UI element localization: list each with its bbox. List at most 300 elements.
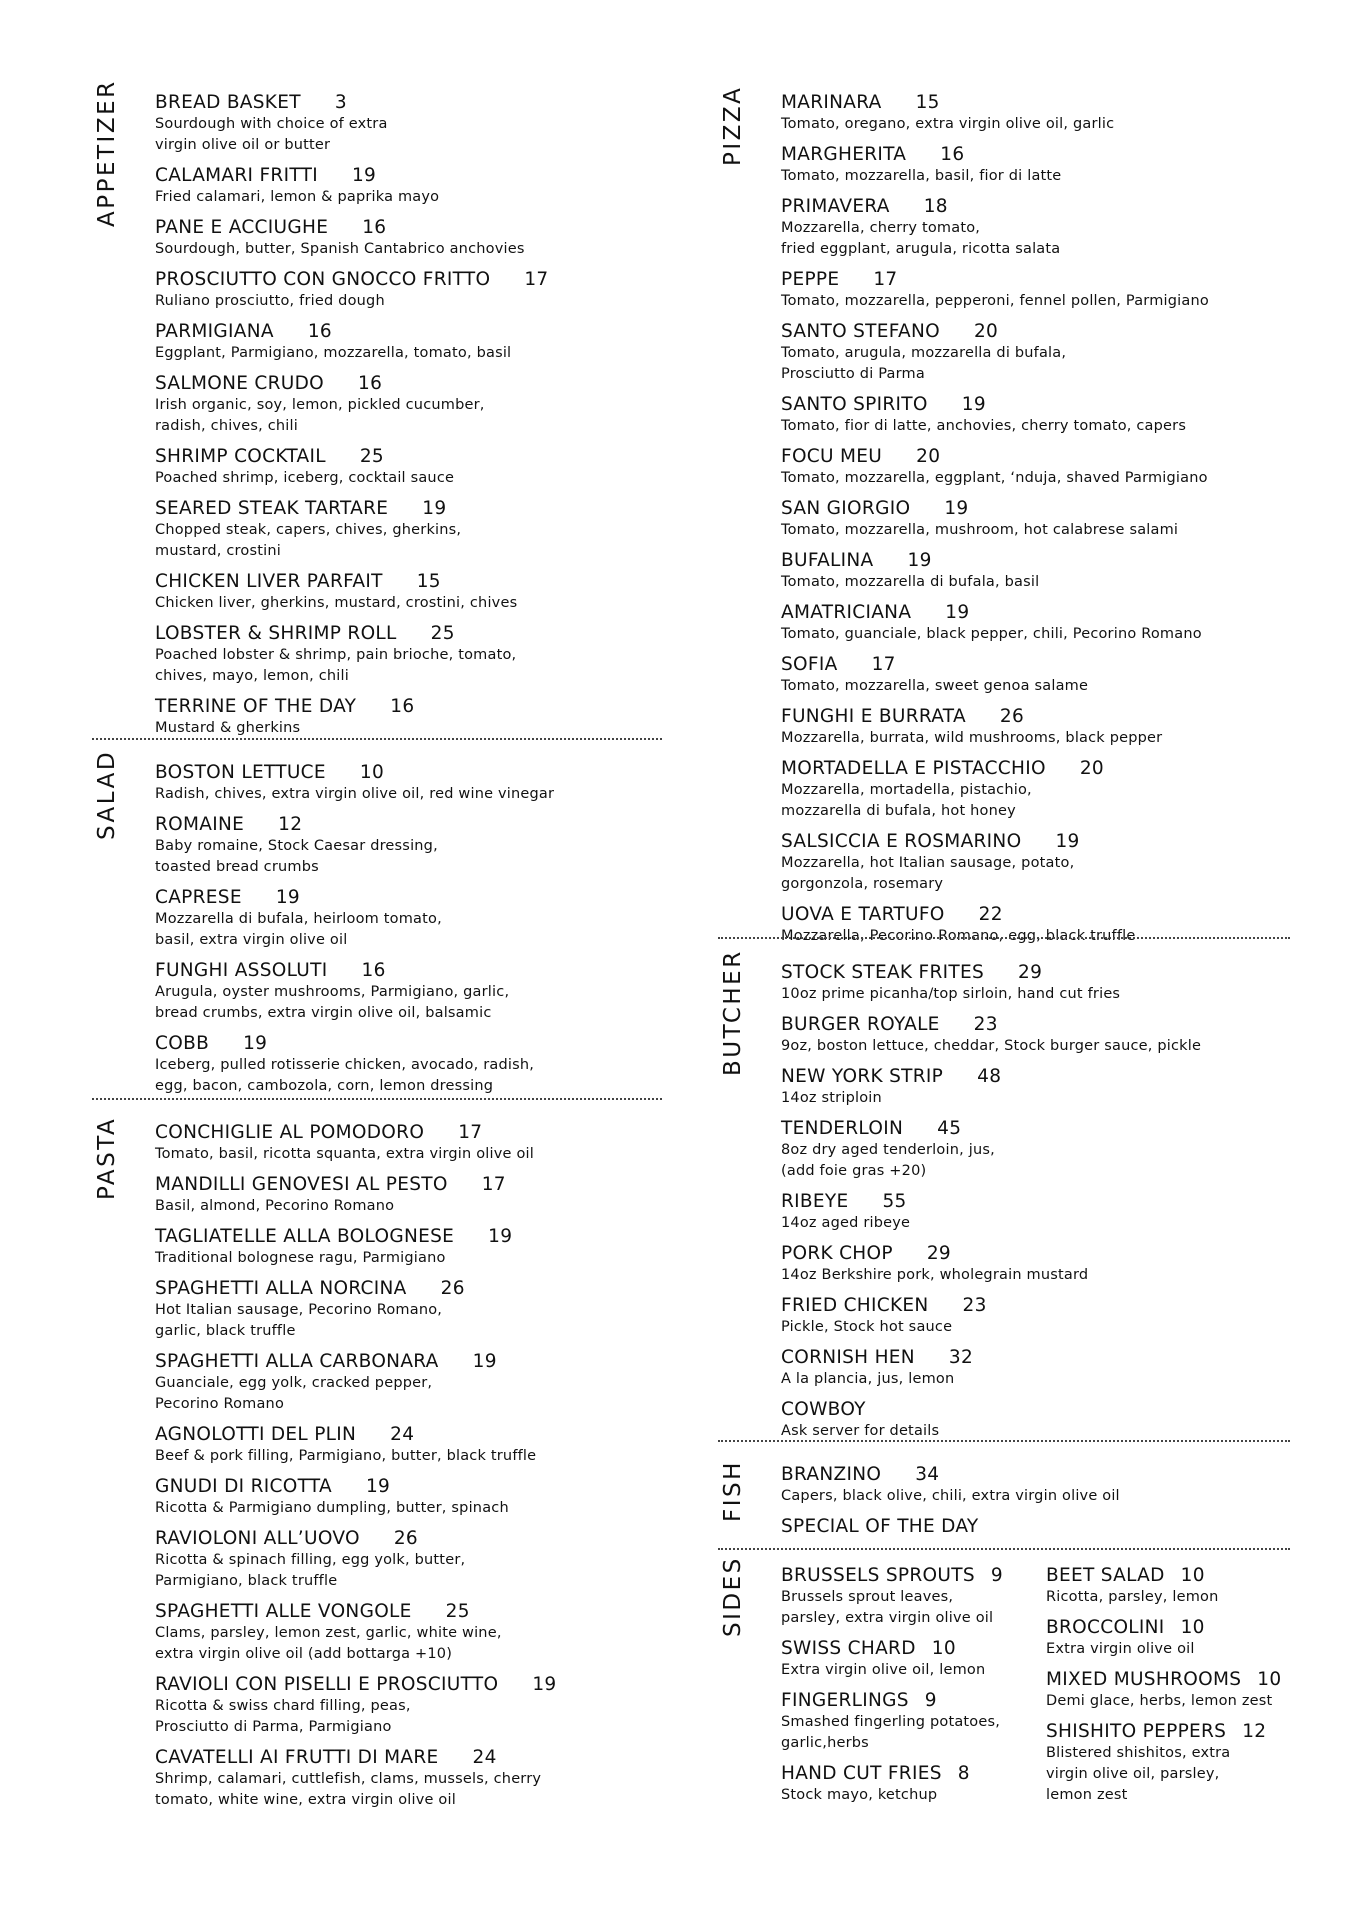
menu-item-price: 16 (940, 144, 965, 165)
menu-item-price: 20 (973, 321, 999, 342)
section-label-pasta: PASTA (94, 1116, 120, 1200)
menu-item (781, 321, 1209, 385)
menu-item-description: Tomato, mozzarella di bufala, basil (781, 574, 1040, 590)
menu-item-name: SOFIA (781, 654, 838, 675)
menu-item-price: 24 (472, 1747, 497, 1768)
menu-item-description: Radish, chives, extra virgin olive oil, red wine vinegar (155, 786, 555, 802)
menu-item-price: 16 (358, 373, 383, 394)
menu-item-name: SAN GIORGIO (781, 498, 911, 519)
menu-item-price: 19 (243, 1033, 268, 1054)
menu-item-price: 55 (882, 1191, 907, 1212)
menu-item (155, 498, 549, 562)
menu-item-header (155, 1674, 556, 1696)
menu-item (781, 758, 1209, 822)
menu-item-name: MARGHERITA (781, 144, 907, 165)
menu-item-price: 19 (532, 1674, 557, 1695)
menu-item-description: Tomato, mozzarella, sweet genoa salame (781, 678, 1089, 694)
menu-item-header (781, 1516, 1120, 1538)
menu-item-description: Ricotta & spinach filling, egg yolk, butter, Parmigiano, black truffle (155, 1552, 466, 1589)
menu-item-name: COBB (155, 1033, 210, 1054)
menu-item (155, 696, 549, 739)
section-divider (718, 1548, 1290, 1550)
menu-item-description: Poached shrimp, iceberg, cocktail sauce (155, 470, 455, 486)
menu-item-price: 32 (948, 1347, 974, 1368)
menu-item-price: 26 (440, 1278, 465, 1299)
menu-item (781, 269, 1209, 312)
menu-item (781, 706, 1209, 749)
menu-item-name: CAVATELLI AI FRUTTI DI MARE (155, 1747, 439, 1768)
menu-item (781, 550, 1209, 593)
menu-item-description: 14oz striploin (781, 1090, 882, 1106)
menu-item (155, 165, 549, 208)
menu-item (781, 1243, 1201, 1286)
menu-item-name: PANE E ACCIUGHE (155, 217, 329, 238)
menu-item-price: 19 (1055, 831, 1080, 852)
salad-items (155, 762, 554, 1106)
menu-item-description: Tomato, mozzarella, mushroom, hot calabrese salami (781, 522, 1179, 538)
menu-item-name: MIXED MUSHROOMS (1046, 1669, 1242, 1690)
menu-item-price: 25 (430, 623, 455, 644)
menu-item-name: PEPPE (781, 269, 840, 290)
menu-item (155, 1674, 556, 1738)
menu-item-description: Baby romaine, Stock Caesar dressing, toasted bread crumbs (155, 838, 438, 875)
menu-item-header (781, 196, 1209, 218)
menu-item-price: 19 (275, 887, 300, 908)
menu-item-price: 24 (390, 1424, 415, 1445)
menu-item-header (781, 706, 1209, 728)
menu-item (155, 1033, 554, 1097)
menu-item-header (781, 446, 1209, 468)
menu-item-name: SHRIMP COCKTAIL (155, 446, 326, 467)
section-label-butcher: BUTCHER (720, 949, 746, 1076)
menu-item-name: RAVIOLONI ALL’UOVO (155, 1528, 360, 1549)
menu-item-header (155, 1122, 556, 1144)
menu-item-header (155, 498, 549, 520)
menu-item-name: CAPRESE (155, 887, 242, 908)
menu-item-price: 12 (1242, 1721, 1267, 1742)
menu-item (781, 1066, 1201, 1109)
menu-item (781, 1690, 1031, 1754)
sides-column-right (1046, 1565, 1296, 1815)
menu-item (155, 217, 549, 260)
menu-item-price: 16 (390, 696, 415, 717)
menu-item (155, 762, 554, 805)
menu-item-price: 10 (1257, 1669, 1282, 1690)
menu-item-price: 25 (359, 446, 384, 467)
menu-item-name: SANTO STEFANO (781, 321, 940, 342)
menu-item-description: Smashed fingerling potatoes, garlic,herbs (781, 1714, 1001, 1751)
menu-item-description: Eggplant, Parmigiano, mozzarella, tomato, basil (155, 345, 512, 361)
menu-item-name: CHICKEN LIVER PARFAIT (155, 571, 383, 592)
menu-item-description: 14oz Berkshire pork, wholegrain mustard (781, 1267, 1089, 1283)
menu-item-name: FRIED CHICKEN (781, 1295, 929, 1316)
menu-item-price: 20 (916, 446, 941, 467)
menu-item (781, 1295, 1201, 1338)
menu-item-price: 12 (278, 814, 303, 835)
menu-item-name: BUFALINA (781, 550, 874, 571)
menu-item-name: TAGLIATELLE ALLA BOLOGNESE (155, 1226, 455, 1247)
menu-item-header (781, 1118, 1201, 1140)
menu-item-header (155, 373, 549, 395)
menu-item-price: 17 (873, 269, 898, 290)
menu-item-description: Stock mayo, ketchup (781, 1787, 938, 1803)
menu-item-description: Mozzarella, mortadella, pistachio, mozzarella di bufala, hot honey (781, 782, 1032, 819)
menu-item-price: 16 (307, 321, 332, 342)
menu-item (781, 1118, 1201, 1182)
menu-item-description: 10oz prime picanha/top sirloin, hand cut fries (781, 986, 1121, 1002)
menu-item (1046, 1721, 1296, 1806)
menu-item-header (781, 831, 1209, 853)
menu-item-name: PARMIGIANA (155, 321, 274, 342)
menu-item-header (155, 1747, 556, 1769)
menu-item-name: COWBOY (781, 1399, 866, 1420)
appetizer-items (155, 92, 549, 748)
menu-item-price: 8 (957, 1763, 970, 1784)
menu-item-description: Mozzarella, Pecorino Romano, egg, black truffle (781, 928, 1136, 944)
menu-item-description: Ricotta & swiss chard filling, peas, Prosciutto di Parma, Parmigiano (155, 1698, 411, 1735)
menu-item-header (155, 1601, 556, 1623)
menu-item-price: 19 (907, 550, 932, 571)
menu-item-description: Sourdough, butter, Spanish Cantabrico anchovies (155, 241, 525, 257)
menu-item-name: NEW YORK STRIP (781, 1066, 944, 1087)
menu-item-header (781, 602, 1209, 624)
menu-item-header (781, 904, 1209, 926)
menu-item-name: BRANZINO (781, 1464, 882, 1485)
menu-item-description: Mozzarella, hot Italian sausage, potato, gorgonzola, rosemary (781, 855, 1075, 892)
fish-items (781, 1464, 1120, 1547)
menu-item-header (781, 1347, 1201, 1369)
menu-item-description: Mozzarella, burrata, wild mushrooms, black pepper (781, 730, 1163, 746)
menu-item-description: Blistered shishitos, extra virgin olive oil, parsley, lemon zest (1046, 1745, 1231, 1803)
section-divider (718, 1440, 1290, 1442)
menu-item (781, 196, 1209, 260)
menu-item-header (155, 1351, 556, 1373)
menu-item-name: BROCCOLINI (1046, 1617, 1165, 1638)
menu-item-header (155, 1424, 556, 1446)
menu-item-header (155, 1278, 556, 1300)
menu-item-name: PORK CHOP (781, 1243, 893, 1264)
menu-item (781, 1464, 1120, 1507)
menu-item-description: Extra virgin olive oil (1046, 1641, 1195, 1657)
menu-item-description: Brussels sprout leaves, parsley, extra virgin olive oil (781, 1589, 994, 1626)
menu-item (155, 814, 554, 878)
menu-item-header (781, 654, 1209, 676)
menu-item-header (781, 92, 1209, 114)
menu-item-price: 19 (472, 1351, 497, 1372)
menu-item-description: Ricotta & Parmigiano dumpling, butter, spinach (155, 1500, 509, 1516)
menu-item (155, 1747, 556, 1811)
menu-item-name: BOSTON LETTUCE (155, 762, 326, 783)
menu-item-header (155, 814, 554, 836)
section-divider (718, 937, 1290, 939)
menu-item (781, 394, 1209, 437)
menu-item (155, 1351, 556, 1415)
menu-item-header (155, 887, 554, 909)
menu-item-header (155, 1476, 556, 1498)
menu-item-header (155, 762, 554, 784)
menu-item (155, 1528, 556, 1592)
section-label-fish: FISH (720, 1460, 746, 1522)
menu-item-description: Tomato, arugula, mozzarella di bufala, Prosciutto di Parma (781, 345, 1067, 382)
menu-item-price: 18 (923, 196, 948, 217)
menu-item-price: 26 (999, 706, 1025, 727)
menu-item-description: Basil, almond, Pecorino Romano (155, 1198, 395, 1214)
menu-item-price: 29 (1018, 962, 1043, 983)
menu-item-header (781, 498, 1209, 520)
menu-item-description: Capers, black olive, chili, extra virgin olive oil (781, 1488, 1120, 1504)
menu-item-header (781, 1295, 1201, 1317)
menu-item-header (781, 269, 1209, 291)
menu-item-description: Poached lobster & shrimp, pain brioche, tomato, chives, mayo, lemon, chili (155, 647, 517, 684)
menu-item (781, 1014, 1201, 1057)
menu-item-header (781, 1763, 1031, 1785)
menu-item-header (155, 1174, 556, 1196)
menu-item (155, 1122, 556, 1165)
menu-item-header (155, 217, 549, 239)
menu-item-description: Pickle, Stock hot sauce (781, 1319, 953, 1335)
menu-item-name: ROMAINE (155, 814, 245, 835)
menu-item-name: SANTO SPIRITO (781, 394, 928, 415)
menu-item-description: Tomato, mozzarella, basil, fior di latte (781, 168, 1062, 184)
menu-item-price: 45 (937, 1118, 962, 1139)
menu-item-description: Irish organic, soy, lemon, pickled cucumber, radish, chives, chili (155, 397, 485, 434)
menu-item (155, 887, 554, 951)
menu-item (155, 373, 549, 437)
menu-item-price: 19 (961, 394, 986, 415)
menu-item-header (155, 321, 549, 343)
menu-item (1046, 1565, 1296, 1608)
menu-item-description: Ruliano prosciutto, fried dough (155, 293, 385, 309)
menu-item-description: Traditional bolognese ragu, Parmigiano (155, 1250, 446, 1266)
menu-item (781, 904, 1209, 947)
menu-item-price: 10 (359, 762, 385, 783)
menu-item-header (155, 269, 549, 291)
menu-item-header (781, 1243, 1201, 1265)
menu-item-price: 20 (1079, 758, 1104, 779)
menu-item (1046, 1617, 1296, 1660)
menu-item-price: 26 (393, 1528, 418, 1549)
menu-item-name: STOCK STEAK FRITES (781, 962, 985, 983)
menu-item (155, 321, 549, 364)
menu-item-name: LOBSTER & SHRIMP ROLL (155, 623, 397, 644)
menu-item-name: MORTADELLA E PISTACCHIO (781, 758, 1046, 779)
menu-item-header (781, 1690, 1031, 1712)
menu-item-price: 16 (361, 960, 386, 981)
menu-item (781, 1763, 1031, 1806)
menu-item (781, 446, 1209, 489)
menu-item-header (155, 1528, 556, 1550)
menu-item-description: 9oz, boston lettuce, cheddar, Stock burger sauce, pickle (781, 1038, 1202, 1054)
menu-item-price: 23 (973, 1014, 998, 1035)
pizza-items (781, 92, 1209, 956)
menu-item-name: BURGER ROYALE (781, 1014, 940, 1035)
menu-item-description: Tomato, mozzarella, pepperoni, fennel pollen, Parmigiano (781, 293, 1209, 309)
menu-item (155, 1226, 556, 1269)
menu-item-description: Mozzarella, cherry tomato, fried eggplant, arugula, ricotta salata (781, 220, 1061, 257)
butcher-items (781, 962, 1201, 1451)
menu-item (155, 571, 549, 614)
menu-item-header (1046, 1565, 1296, 1587)
menu-item (781, 1347, 1201, 1390)
menu-item-name: FOCU MEU (781, 446, 883, 467)
pasta-items (155, 1122, 556, 1820)
menu-item-name: SPAGHETTI ALLA NORCINA (155, 1278, 407, 1299)
menu-item-description: Clams, parsley, lemon zest, garlic, white wine, extra virgin olive oil (add bottarga +10) (155, 1625, 502, 1662)
menu-item-price: 23 (962, 1295, 987, 1316)
menu-item-header (781, 758, 1209, 780)
menu-item-description: Shrimp, calamari, cuttlefish, clams, mussels, cherry tomato, white wine, extra virgin olive oil (155, 1771, 542, 1808)
menu-item-description: 8oz dry aged tenderloin, jus, (add foie gras +20) (781, 1142, 995, 1179)
menu-item-description: Mustard & gherkins (155, 720, 301, 736)
menu-item-header (781, 1565, 1031, 1587)
menu-item (781, 92, 1209, 135)
menu-item-name: UOVA E TARTUFO (781, 904, 945, 925)
menu-item-description: Guanciale, egg yolk, cracked pepper, Pecorino Romano (155, 1375, 433, 1412)
section-divider (92, 738, 662, 740)
menu-item-price: 10 (1180, 1617, 1205, 1638)
menu-item-description: A la plancia, jus, lemon (781, 1371, 955, 1387)
menu-item-header (1046, 1669, 1296, 1691)
menu-item (781, 1399, 1201, 1442)
menu-item-name: FUNGHI E BURRATA (781, 706, 966, 727)
menu-item-price: 15 (416, 571, 441, 592)
menu-item-description: Arugula, oyster mushrooms, Parmigiano, garlic, bread crumbs, extra virgin olive oil, balsamic (155, 984, 510, 1021)
menu-item (155, 92, 549, 156)
menu-item-header (781, 394, 1209, 416)
menu-item-price: 17 (871, 654, 896, 675)
menu-item (781, 602, 1209, 645)
menu-item-price: 19 (365, 1476, 391, 1497)
menu-item (1046, 1669, 1296, 1712)
menu-item-description: Mozzarella di bufala, heirloom tomato, basil, extra virgin olive oil (155, 911, 442, 948)
menu-item-description: Extra virgin olive oil, lemon (781, 1662, 986, 1678)
menu-item-price: 48 (977, 1066, 1002, 1087)
menu-item-name: SALSICCIA E ROSMARINO (781, 831, 1022, 852)
menu-item-price: 34 (915, 1464, 940, 1485)
menu-item-header (781, 1399, 1201, 1421)
menu-item-description: Demi glace, herbs, lemon zest (1046, 1693, 1273, 1709)
menu-item (781, 962, 1201, 1005)
menu-item-price: 10 (931, 1638, 956, 1659)
section-label-sides: SIDES (720, 1556, 746, 1637)
menu-item-name: FUNGHI ASSOLUTI (155, 960, 328, 981)
menu-item-name: SEARED STEAK TARTARE (155, 498, 389, 519)
menu-item-header (781, 1464, 1120, 1486)
menu-item-description: Chicken liver, gherkins, mustard, crostini, chives (155, 595, 518, 611)
menu-item-name: AGNOLOTTI DEL PLIN (155, 1424, 357, 1445)
menu-item-header (1046, 1617, 1296, 1639)
menu-item-price: 22 (978, 904, 1003, 925)
menu-item-name: HAND CUT FRIES (781, 1763, 942, 1784)
section-label-pizza: PIZZA (720, 85, 746, 166)
menu-item-header (781, 1066, 1201, 1088)
menu-item-name: SHISHITO PEPPERS (1046, 1721, 1227, 1742)
menu-item (781, 1565, 1031, 1629)
menu-item (781, 1638, 1031, 1681)
menu-item-description: Fried calamari, lemon & paprika mayo (155, 189, 440, 205)
menu-item-header (155, 1226, 556, 1248)
menu-item-name: TENDERLOIN (781, 1118, 904, 1139)
menu-item-header (155, 960, 554, 982)
menu-item-header (155, 92, 549, 114)
menu-item-name: CORNISH HEN (781, 1347, 915, 1368)
menu-item-price: 19 (945, 602, 970, 623)
menu-item-name: MARINARA (781, 92, 882, 113)
menu-item (155, 623, 549, 687)
menu-item-header (155, 1033, 554, 1055)
menu-item-price: 10 (1180, 1565, 1205, 1586)
menu-item-name: PROSCIUTTO CON GNOCCO FRITTO (155, 269, 491, 290)
menu-item (155, 1278, 556, 1342)
menu-item-description: 14oz aged ribeye (781, 1215, 911, 1231)
menu-item-name: GNUDI DI RICOTTA (155, 1476, 332, 1497)
menu-item-description: Tomato, guanciale, black pepper, chili, Pecorino Romano (781, 626, 1202, 642)
menu-item-description: Tomato, fior di latte, anchovies, cherry tomato, capers (781, 418, 1187, 434)
menu-item-name: FINGERLINGS (781, 1690, 909, 1711)
menu-item-name: SPECIAL OF THE DAY (781, 1516, 979, 1537)
menu-item-description: Beef & pork filling, Parmigiano, butter, black truffle (155, 1448, 537, 1464)
menu-item-description: Ask server for details (781, 1423, 940, 1439)
menu-item-header (781, 1191, 1201, 1213)
menu-item-description: Ricotta, parsley, lemon (1046, 1589, 1219, 1605)
section-divider (92, 1098, 662, 1100)
menu-item-price: 29 (926, 1243, 951, 1264)
menu-item-price: 9 (990, 1565, 1003, 1586)
menu-item-header (1046, 1721, 1296, 1743)
sides-column-left (781, 1565, 1031, 1815)
menu-item (155, 960, 554, 1024)
menu-item-name: SALMONE CRUDO (155, 373, 324, 394)
menu-item-name: PRIMAVERA (781, 196, 890, 217)
menu-item-name: AMATRICIANA (781, 602, 912, 623)
menu-item-description: Tomato, mozzarella, eggplant, ‘nduja, shaved Parmigiano (781, 470, 1208, 486)
menu-item-header (781, 1638, 1031, 1660)
menu-item-header (155, 165, 549, 187)
menu-item-header (781, 550, 1209, 572)
menu-item-name: SPAGHETTI ALLA CARBONARA (155, 1351, 439, 1372)
menu-item-header (781, 962, 1201, 984)
menu-item-price: 9 (924, 1690, 937, 1711)
menu-item (781, 831, 1209, 895)
menu-item (781, 144, 1209, 187)
menu-item-name: RAVIOLI CON PISELLI E PROSCIUTTO (155, 1674, 499, 1695)
menu-item-price: 16 (362, 217, 387, 238)
menu-item-header (781, 144, 1209, 166)
menu-item (781, 1191, 1201, 1234)
menu-item-price: 25 (445, 1601, 470, 1622)
menu-item-price: 15 (915, 92, 940, 113)
menu-item (781, 654, 1209, 697)
menu-item-name: SWISS CHARD (781, 1638, 916, 1659)
menu-item-price: 19 (351, 165, 377, 186)
menu-item-name: MANDILLI GENOVESI AL PESTO (155, 1174, 448, 1195)
menu-item-header (781, 1014, 1201, 1036)
menu-item-name: BEET SALAD (1046, 1565, 1165, 1586)
menu-item-description: Chopped steak, capers, chives, gherkins, mustard, crostini (155, 522, 462, 559)
menu-item-price: 19 (488, 1226, 513, 1247)
menu-item-name: CONCHIGLIE AL POMODORO (155, 1122, 425, 1143)
menu-item-header (155, 696, 549, 718)
menu-item-description: Hot Italian sausage, Pecorino Romano, garlic, black truffle (155, 1302, 443, 1339)
menu-item (155, 1424, 556, 1467)
menu-item-header (155, 571, 549, 593)
section-label-appetizer: APPETIZER (94, 79, 120, 227)
menu-item (155, 1476, 556, 1519)
menu-item-price: 19 (944, 498, 969, 519)
menu-item-name: SPAGHETTI ALLE VONGOLE (155, 1601, 412, 1622)
menu-item-description: Iceberg, pulled rotisserie chicken, avocado, radish, egg, bacon, cambozola, corn, lemon dressing (155, 1057, 535, 1094)
menu-item-name: BRUSSELS SPROUTS (781, 1565, 975, 1586)
